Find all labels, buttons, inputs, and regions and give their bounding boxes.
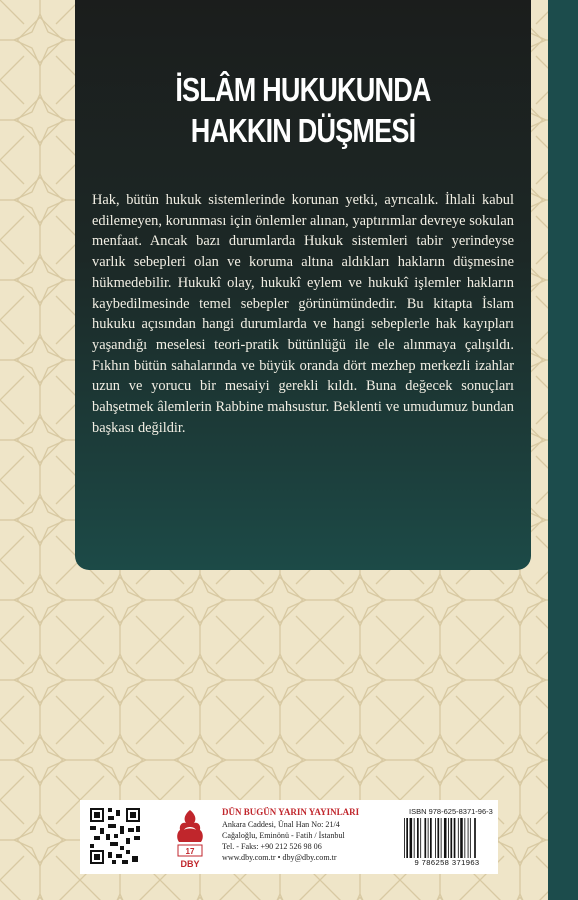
book-title-line-2: HAKKIN DÜŞMESİ xyxy=(190,112,416,149)
isbn-label: ISBN 978-625-8371-96-3 xyxy=(409,807,493,816)
barcode-digits: 9 786258 371963 xyxy=(414,858,480,867)
publisher-address-line-2: Cağaloğlu, Eminönü - Fatih / İstanbul xyxy=(222,831,345,840)
book-title-line-1: İSLÂM HUKUKUNDA xyxy=(175,71,431,108)
back-cover-blurb: Hak, bütün hukuk sistemlerinde korunan yetki, ayrıcalık. İhlali kabul edilemeyen, korunması için önlemler alınan, yaptırımlar devreye sokulan menfaat. Ancak bazı durumlarda Hukuk sistemleri tabir yerindeyse varlık sebepleri olan ve koruma altına aldıkları hakların düşmesine hükmedebilir. Hukukî olay, hukukî eylem ve hukukî işlemler hakların kaybedilmesinde temel sebepler görünümündedir. Bu kitapta İslam hukuku açısından hangi durumlarda ve hangi sebeplerle hak kayıpları yaşandığı meselesi teori-pratik bütünlüğü ile ele alınmaya çalışıldı. Fıkhın bütün sahalarında ve büyük oranda dört mezhep merkezli izahlar uzun ve yorucu bir mesaiyi gerekli kıldı. Buna değecek sonuçları bahşetmek âlemlerin Rabbine mahsustur. Beklenti ve umudumuz bundan başkası değildir. xyxy=(92,192,514,436)
qr-code-icon xyxy=(90,808,140,864)
logo-badge-number: 17 xyxy=(185,847,195,856)
spine-color-strip xyxy=(548,0,578,900)
publisher-name: DÜN BUGÜN YARIN YAYINLARI xyxy=(222,807,360,817)
barcode-icon xyxy=(403,818,491,858)
publisher-phone: Tel. - Faks: +90 212 526 98 06 xyxy=(222,842,322,851)
publisher-web-email: www.dby.com.tr • dby@dby.com.tr xyxy=(222,853,337,862)
publisher-logo-icon xyxy=(174,808,206,870)
title-panel xyxy=(75,0,531,570)
publisher-address-line-1: Ankara Caddesi, Ünal Han No: 21/4 xyxy=(222,820,340,829)
logo-text: DBY xyxy=(180,859,200,869)
publisher-footer xyxy=(80,800,498,874)
